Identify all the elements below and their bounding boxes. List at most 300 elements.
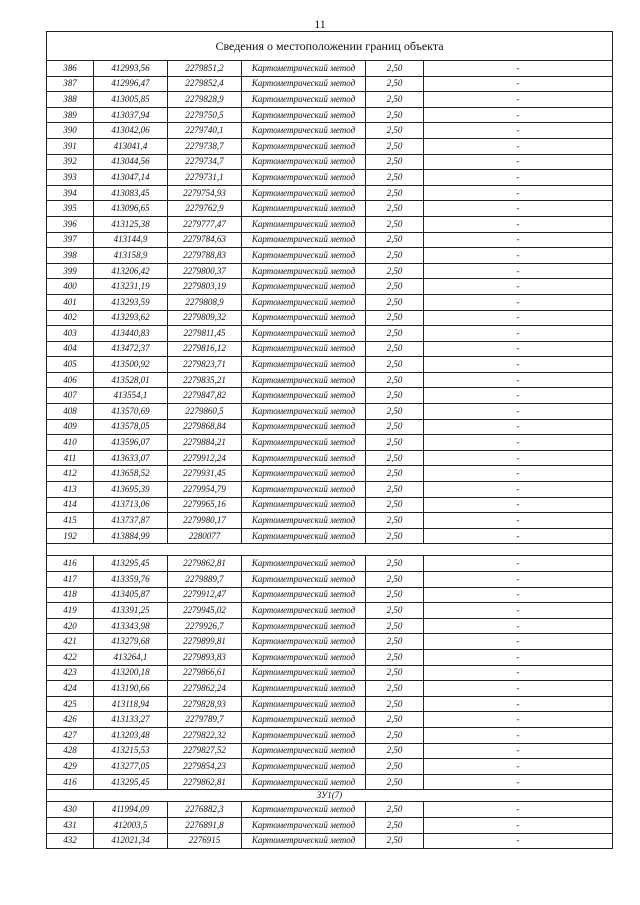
table-row (47, 372, 613, 388)
description-cell: - (424, 435, 613, 451)
point-number-cell: 426 (47, 712, 94, 728)
point-number-cell: 397 (47, 232, 94, 248)
x-coordinate-cell: 413047,14 (94, 170, 168, 186)
point-number-cell: 393 (47, 170, 94, 186)
method-cell: Картометрический метод (242, 310, 366, 326)
method-cell: Картометрический метод (242, 802, 366, 818)
x-coordinate-cell: 413190,66 (94, 681, 168, 697)
description-cell: - (424, 634, 613, 650)
y-coordinate-cell: 2279827,52 (168, 743, 242, 759)
description-cell: - (424, 572, 613, 588)
table-row (47, 310, 613, 326)
table-row (47, 201, 613, 217)
method-cell: Картометрический метод (242, 743, 366, 759)
table-row (47, 138, 613, 154)
x-coordinate-cell: 413293,59 (94, 294, 168, 310)
y-coordinate-cell: 2279822,32 (168, 727, 242, 743)
point-number-cell: 402 (47, 310, 94, 326)
y-coordinate-cell: 2279789,7 (168, 712, 242, 728)
y-coordinate-cell: 2279754,93 (168, 185, 242, 201)
accuracy-cell: 2,50 (366, 326, 424, 342)
table-row (47, 774, 613, 790)
table-row (47, 341, 613, 357)
table-row (47, 712, 613, 728)
y-coordinate-cell: 2279809,32 (168, 310, 242, 326)
group-separator (47, 544, 613, 556)
point-number-cell: 192 (47, 528, 94, 544)
method-cell: Картометрический метод (242, 649, 366, 665)
table-row (47, 696, 613, 712)
accuracy-cell: 2,50 (366, 603, 424, 619)
point-number-cell: 406 (47, 372, 94, 388)
x-coordinate-cell: 413343,98 (94, 618, 168, 634)
point-number-cell: 391 (47, 138, 94, 154)
y-coordinate-cell: 2276891,8 (168, 817, 242, 833)
method-cell: Картометрический метод (242, 216, 366, 232)
x-coordinate-cell: 413041,4 (94, 138, 168, 154)
description-cell: - (424, 216, 613, 232)
description-cell: - (424, 138, 613, 154)
y-coordinate-cell: 2279777,47 (168, 216, 242, 232)
method-cell: Картометрический метод (242, 154, 366, 170)
x-coordinate-cell: 413528,01 (94, 372, 168, 388)
y-coordinate-cell: 2279912,47 (168, 587, 242, 603)
accuracy-cell: 2,50 (366, 372, 424, 388)
description-cell: - (424, 802, 613, 818)
x-coordinate-cell: 413554,1 (94, 388, 168, 404)
y-coordinate-cell: 2279811,45 (168, 326, 242, 342)
x-coordinate-cell: 413405,87 (94, 587, 168, 603)
point-number-cell: 427 (47, 727, 94, 743)
description-cell: - (424, 61, 613, 77)
y-coordinate-cell: 2279868,84 (168, 419, 242, 435)
accuracy-cell: 2,50 (366, 107, 424, 123)
method-cell: Картометрический метод (242, 556, 366, 572)
x-coordinate-cell: 413279,68 (94, 634, 168, 650)
accuracy-cell: 2,50 (366, 572, 424, 588)
point-number-cell: 396 (47, 216, 94, 232)
x-coordinate-cell: 412021,34 (94, 833, 168, 849)
table-row (47, 634, 613, 650)
accuracy-cell: 2,50 (366, 743, 424, 759)
y-coordinate-cell: 2279866,61 (168, 665, 242, 681)
point-number-cell: 404 (47, 341, 94, 357)
x-coordinate-cell: 413005,85 (94, 92, 168, 108)
point-number-cell: 424 (47, 681, 94, 697)
point-number-cell: 432 (47, 833, 94, 849)
description-cell: - (424, 248, 613, 264)
y-coordinate-cell: 2279823,71 (168, 357, 242, 373)
y-coordinate-cell: 2279899,81 (168, 634, 242, 650)
y-coordinate-cell: 2276882,3 (168, 802, 242, 818)
point-number-cell: 386 (47, 61, 94, 77)
table-row (47, 497, 613, 513)
y-coordinate-cell: 2279734,7 (168, 154, 242, 170)
accuracy-cell: 2,50 (366, 482, 424, 498)
accuracy-cell: 2,50 (366, 665, 424, 681)
y-coordinate-cell: 2279980,17 (168, 513, 242, 529)
description-cell: - (424, 482, 613, 498)
point-number-cell: 392 (47, 154, 94, 170)
x-coordinate-cell: 413713,06 (94, 497, 168, 513)
table-row (47, 170, 613, 186)
y-coordinate-cell: 2279862,24 (168, 681, 242, 697)
table-row (47, 513, 613, 529)
table-row (47, 556, 613, 572)
y-coordinate-cell: 2279784,63 (168, 232, 242, 248)
x-coordinate-cell: 413884,99 (94, 528, 168, 544)
y-coordinate-cell: 2279731,1 (168, 170, 242, 186)
accuracy-cell: 2,50 (366, 618, 424, 634)
x-coordinate-cell: 412003,5 (94, 817, 168, 833)
method-cell: Картометрический метод (242, 170, 366, 186)
description-cell: - (424, 201, 613, 217)
accuracy-cell: 2,50 (366, 727, 424, 743)
page-number: 11 (314, 17, 326, 31)
x-coordinate-cell: 413133,27 (94, 712, 168, 728)
description-cell: - (424, 154, 613, 170)
accuracy-cell: 2,50 (366, 419, 424, 435)
point-number-cell: 398 (47, 248, 94, 264)
point-number-cell: 394 (47, 185, 94, 201)
table-row (47, 603, 613, 619)
x-coordinate-cell: 413264,1 (94, 649, 168, 665)
x-coordinate-cell: 413037,94 (94, 107, 168, 123)
table-row (47, 185, 613, 201)
method-cell: Картометрический метод (242, 833, 366, 849)
y-coordinate-cell: 2279788,83 (168, 248, 242, 264)
description-cell: - (424, 341, 613, 357)
method-cell: Картометрический метод (242, 404, 366, 420)
table-row (47, 248, 613, 264)
description-cell: - (424, 513, 613, 529)
x-coordinate-cell: 413440,83 (94, 326, 168, 342)
method-cell: Картометрический метод (242, 294, 366, 310)
accuracy-cell: 2,50 (366, 185, 424, 201)
table-row (47, 587, 613, 603)
method-cell: Картометрический метод (242, 138, 366, 154)
description-cell: - (424, 450, 613, 466)
x-coordinate-cell: 413118,94 (94, 696, 168, 712)
section-header-row (47, 790, 613, 802)
x-coordinate-cell: 413472,37 (94, 341, 168, 357)
y-coordinate-cell: 2279828,9 (168, 92, 242, 108)
table-row (47, 435, 613, 451)
description-cell: - (424, 774, 613, 790)
method-cell: Картометрический метод (242, 513, 366, 529)
accuracy-cell: 2,50 (366, 170, 424, 186)
table-row (47, 76, 613, 92)
point-number-cell: 419 (47, 603, 94, 619)
method-cell: Картометрический метод (242, 279, 366, 295)
point-number-cell: 415 (47, 513, 94, 529)
accuracy-cell: 2,50 (366, 681, 424, 697)
y-coordinate-cell: 2279740,1 (168, 123, 242, 139)
description-cell: - (424, 759, 613, 775)
accuracy-cell: 2,50 (366, 154, 424, 170)
group-separator-row (47, 544, 613, 556)
x-coordinate-cell: 413295,45 (94, 774, 168, 790)
point-number-cell: 403 (47, 326, 94, 342)
method-cell: Картометрический метод (242, 107, 366, 123)
x-coordinate-cell: 413633,07 (94, 450, 168, 466)
x-coordinate-cell: 413293,62 (94, 310, 168, 326)
table-row (47, 279, 613, 295)
x-coordinate-cell: 413215,53 (94, 743, 168, 759)
x-coordinate-cell: 413359,76 (94, 572, 168, 588)
description-cell: - (424, 556, 613, 572)
x-coordinate-cell: 413570,69 (94, 404, 168, 420)
y-coordinate-cell: 2280077 (168, 528, 242, 544)
y-coordinate-cell: 2279862,81 (168, 774, 242, 790)
method-cell: Картометрический метод (242, 248, 366, 264)
accuracy-cell: 2,50 (366, 216, 424, 232)
point-number-cell: 387 (47, 76, 94, 92)
table-row (47, 92, 613, 108)
point-number-cell: 401 (47, 294, 94, 310)
accuracy-cell: 2,50 (366, 388, 424, 404)
method-cell: Картометрический метод (242, 372, 366, 388)
point-number-cell: 428 (47, 743, 94, 759)
point-number-cell: 422 (47, 649, 94, 665)
point-number-cell: 416 (47, 774, 94, 790)
table-row (47, 727, 613, 743)
x-coordinate-cell: 413596,07 (94, 435, 168, 451)
table-row (47, 232, 613, 248)
description-cell: - (424, 388, 613, 404)
method-cell: Картометрический метод (242, 696, 366, 712)
point-number-cell: 417 (47, 572, 94, 588)
x-coordinate-cell: 413203,48 (94, 727, 168, 743)
y-coordinate-cell: 2279738,7 (168, 138, 242, 154)
y-coordinate-cell: 2279860,5 (168, 404, 242, 420)
description-cell: - (424, 263, 613, 279)
x-coordinate-cell: 413044,56 (94, 154, 168, 170)
y-coordinate-cell: 2279800,37 (168, 263, 242, 279)
accuracy-cell: 2,50 (366, 712, 424, 728)
x-coordinate-cell: 413658,52 (94, 466, 168, 482)
point-number-cell: 400 (47, 279, 94, 295)
method-cell: Картометрический метод (242, 92, 366, 108)
method-cell: Картометрический метод (242, 634, 366, 650)
method-cell: Картометрический метод (242, 76, 366, 92)
x-coordinate-cell: 413096,65 (94, 201, 168, 217)
accuracy-cell: 2,50 (366, 92, 424, 108)
accuracy-cell: 2,50 (366, 497, 424, 513)
method-cell: Картометрический метод (242, 817, 366, 833)
x-coordinate-cell: 413578,05 (94, 419, 168, 435)
description-cell: - (424, 587, 613, 603)
accuracy-cell: 2,50 (366, 404, 424, 420)
table-row (47, 419, 613, 435)
description-cell: - (424, 372, 613, 388)
description-cell: - (424, 185, 613, 201)
y-coordinate-cell: 2279884,21 (168, 435, 242, 451)
description-cell: - (424, 232, 613, 248)
method-cell: Картометрический метод (242, 326, 366, 342)
y-coordinate-cell: 2279847,82 (168, 388, 242, 404)
y-coordinate-cell: 2279931,45 (168, 466, 242, 482)
y-coordinate-cell: 2279828,93 (168, 696, 242, 712)
method-cell: Картометрический метод (242, 759, 366, 775)
method-cell: Картометрический метод (242, 587, 366, 603)
table-row (47, 528, 613, 544)
description-cell: - (424, 649, 613, 665)
accuracy-cell: 2,50 (366, 263, 424, 279)
table-row (47, 833, 613, 849)
point-number-cell: 420 (47, 618, 94, 634)
point-number-cell: 410 (47, 435, 94, 451)
point-number-cell: 411 (47, 450, 94, 466)
table-row (47, 817, 613, 833)
method-cell: Картометрический метод (242, 727, 366, 743)
method-cell: Картометрический метод (242, 419, 366, 435)
point-number-cell: 407 (47, 388, 94, 404)
table-row (47, 802, 613, 818)
method-cell: Картометрический метод (242, 388, 366, 404)
x-coordinate-cell: 413737,87 (94, 513, 168, 529)
method-cell: Картометрический метод (242, 123, 366, 139)
accuracy-cell: 2,50 (366, 817, 424, 833)
method-cell: Картометрический метод (242, 450, 366, 466)
y-coordinate-cell: 2279854,23 (168, 759, 242, 775)
y-coordinate-cell: 2279945,02 (168, 603, 242, 619)
point-number-cell: 399 (47, 263, 94, 279)
table-row (47, 466, 613, 482)
x-coordinate-cell: 413083,45 (94, 185, 168, 201)
point-number-cell: 395 (47, 201, 94, 217)
boundary-coordinates-table (46, 31, 613, 849)
accuracy-cell: 2,50 (366, 201, 424, 217)
point-number-cell: 429 (47, 759, 94, 775)
table-row (47, 743, 613, 759)
y-coordinate-cell: 2279816,12 (168, 341, 242, 357)
method-cell: Картометрический метод (242, 712, 366, 728)
point-number-cell: 405 (47, 357, 94, 373)
description-cell: - (424, 603, 613, 619)
table-row (47, 294, 613, 310)
y-coordinate-cell: 2279803,19 (168, 279, 242, 295)
description-cell: - (424, 294, 613, 310)
description-cell: - (424, 727, 613, 743)
accuracy-cell: 2,50 (366, 450, 424, 466)
method-cell: Картометрический метод (242, 466, 366, 482)
x-coordinate-cell: 412993,56 (94, 61, 168, 77)
accuracy-cell: 2,50 (366, 435, 424, 451)
table-row (47, 388, 613, 404)
table-title: Сведения о местоположении границ объекта (47, 32, 613, 61)
y-coordinate-cell: 2279889,7 (168, 572, 242, 588)
table-row (47, 404, 613, 420)
description-cell: - (424, 326, 613, 342)
y-coordinate-cell: 2279926,7 (168, 618, 242, 634)
accuracy-cell: 2,50 (366, 294, 424, 310)
y-coordinate-cell: 2279893,83 (168, 649, 242, 665)
method-cell: Картометрический метод (242, 263, 366, 279)
description-cell: - (424, 107, 613, 123)
table-row (47, 450, 613, 466)
description-cell: - (424, 310, 613, 326)
description-cell: - (424, 76, 613, 92)
accuracy-cell: 2,50 (366, 310, 424, 326)
y-coordinate-cell: 2276915 (168, 833, 242, 849)
table-row (47, 572, 613, 588)
point-number-cell: 431 (47, 817, 94, 833)
point-number-cell: 430 (47, 802, 94, 818)
method-cell: Картометрический метод (242, 341, 366, 357)
table-row (47, 759, 613, 775)
accuracy-cell: 2,50 (366, 556, 424, 572)
description-cell: - (424, 497, 613, 513)
method-cell: Картометрический метод (242, 528, 366, 544)
table-row (47, 263, 613, 279)
description-cell: - (424, 419, 613, 435)
y-coordinate-cell: 2279835,21 (168, 372, 242, 388)
x-coordinate-cell: 413144,9 (94, 232, 168, 248)
description-cell: - (424, 618, 613, 634)
table-row (47, 357, 613, 373)
description-cell: - (424, 665, 613, 681)
accuracy-cell: 2,50 (366, 123, 424, 139)
x-coordinate-cell: 413200,18 (94, 665, 168, 681)
table-row (47, 326, 613, 342)
description-cell: - (424, 357, 613, 373)
accuracy-cell: 2,50 (366, 634, 424, 650)
point-number-cell: 423 (47, 665, 94, 681)
accuracy-cell: 2,50 (366, 279, 424, 295)
point-number-cell: 412 (47, 466, 94, 482)
description-cell: - (424, 743, 613, 759)
point-number-cell: 408 (47, 404, 94, 420)
accuracy-cell: 2,50 (366, 759, 424, 775)
accuracy-cell: 2,50 (366, 76, 424, 92)
table-row (47, 649, 613, 665)
accuracy-cell: 2,50 (366, 61, 424, 77)
method-cell: Картометрический метод (242, 774, 366, 790)
table-row (47, 482, 613, 498)
x-coordinate-cell: 413231,19 (94, 279, 168, 295)
y-coordinate-cell: 2279912,24 (168, 450, 242, 466)
accuracy-cell: 2,50 (366, 232, 424, 248)
description-cell: - (424, 681, 613, 697)
point-number-cell: 388 (47, 92, 94, 108)
description-cell: - (424, 833, 613, 849)
point-number-cell: 425 (47, 696, 94, 712)
y-coordinate-cell: 2279762,9 (168, 201, 242, 217)
x-coordinate-cell: 413042,06 (94, 123, 168, 139)
method-cell: Картометрический метод (242, 497, 366, 513)
accuracy-cell: 2,50 (366, 802, 424, 818)
accuracy-cell: 2,50 (366, 649, 424, 665)
section-header: ЗУ1(7) (47, 790, 613, 802)
table-row (47, 681, 613, 697)
x-coordinate-cell: 413125,38 (94, 216, 168, 232)
method-cell: Картометрический метод (242, 435, 366, 451)
method-cell: Картометрический метод (242, 61, 366, 77)
x-coordinate-cell: 412996,47 (94, 76, 168, 92)
accuracy-cell: 2,50 (366, 833, 424, 849)
y-coordinate-cell: 2279808,9 (168, 294, 242, 310)
accuracy-cell: 2,50 (366, 357, 424, 373)
table-row (47, 154, 613, 170)
table-title-row (47, 32, 613, 61)
y-coordinate-cell: 2279954,79 (168, 482, 242, 498)
table-row (47, 618, 613, 634)
method-cell: Картометрический метод (242, 572, 366, 588)
description-cell: - (424, 466, 613, 482)
y-coordinate-cell: 2279965,16 (168, 497, 242, 513)
y-coordinate-cell: 2279851,2 (168, 61, 242, 77)
